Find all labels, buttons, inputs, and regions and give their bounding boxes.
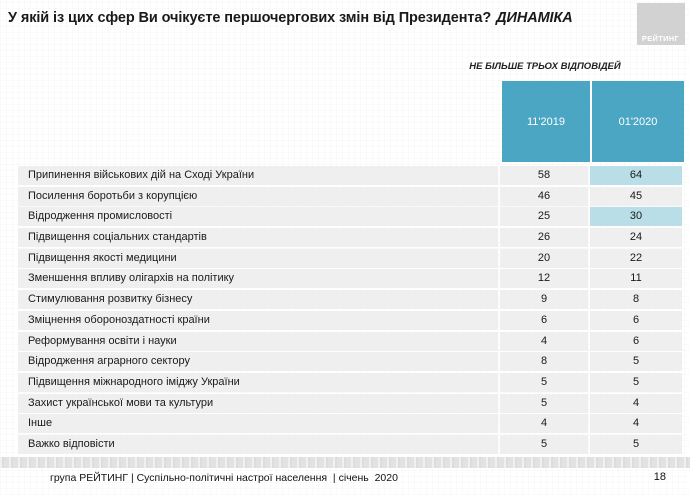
value-cell: 64 <box>590 166 682 185</box>
row-label: Реформування освіти і науки <box>18 332 498 351</box>
table-row <box>18 414 684 433</box>
value-cell: 46 <box>500 187 588 206</box>
value-cell: 8 <box>500 352 588 371</box>
logo-label: РЕЙТИНГ <box>641 34 680 43</box>
row-label: Інше <box>18 414 498 433</box>
row-label: Зменшення впливу олігархів на політику <box>18 269 498 288</box>
note-max-answers: НЕ БІЛЬШЕ ТРЬОХ ВІДПОВІДЕЙ <box>469 61 621 72</box>
table-rows <box>18 166 684 454</box>
value-cell: 11 <box>590 269 682 288</box>
value-cell: 58 <box>500 166 588 185</box>
value-cell: 4 <box>590 414 682 433</box>
row-label: Підвищення соціальних стандартів <box>18 228 498 247</box>
value-cell: 12 <box>500 269 588 288</box>
value-cell: 5 <box>590 352 682 371</box>
table-row <box>18 166 684 185</box>
value-cell: 24 <box>590 228 682 247</box>
table-row <box>18 228 684 247</box>
value-cell: 6 <box>590 311 682 330</box>
value-cell: 5 <box>590 373 682 392</box>
value-cell: 9 <box>500 290 588 309</box>
value-cell: 25 <box>500 207 588 226</box>
table-row <box>18 394 684 413</box>
footer-caption: група РЕЙТИНГ | Суспільно-політичні настрої населення | січень 2020 <box>50 472 398 484</box>
row-label: Відродження промисловості <box>18 207 498 226</box>
table-row <box>18 373 684 392</box>
value-cell: 4 <box>590 394 682 413</box>
decorative-strip <box>0 457 690 468</box>
table-row <box>18 352 684 371</box>
table-row <box>18 249 684 268</box>
rating-group-logo <box>637 3 685 45</box>
table-headers <box>502 81 684 162</box>
value-cell: 20 <box>500 249 588 268</box>
page-number: 18 <box>653 471 666 483</box>
row-label: Підвищення якості медицини <box>18 249 498 268</box>
row-label: Стимулювання розвитку бізнесу <box>18 290 498 309</box>
table-row <box>18 187 684 206</box>
page-title <box>8 10 628 26</box>
value-cell: 45 <box>590 187 682 206</box>
table-row <box>18 290 684 309</box>
table-row <box>18 332 684 351</box>
value-cell: 5 <box>590 435 682 454</box>
row-label: Підвищення міжнародного іміджу України <box>18 373 498 392</box>
row-label: Важко відповісти <box>18 435 498 454</box>
value-cell: 4 <box>500 414 588 433</box>
page-title-text: У якій із цих сфер Ви очікуєте першочергових змін від Президента? <box>8 10 492 26</box>
row-label: Відродження аграрного сектору <box>18 352 498 371</box>
value-cell: 22 <box>590 249 682 268</box>
value-cell: 8 <box>590 290 682 309</box>
column-header: 01'2020 <box>592 81 684 162</box>
value-cell: 5 <box>500 394 588 413</box>
value-cell: 5 <box>500 435 588 454</box>
column-header: 11'2019 <box>502 81 590 162</box>
table-row <box>18 207 684 226</box>
value-cell: 6 <box>500 311 588 330</box>
row-label: Посилення боротьби з корупцією <box>18 187 498 206</box>
value-cell: 5 <box>500 373 588 392</box>
row-label: Зміцнення обороноздатності країни <box>18 311 498 330</box>
table-row <box>18 269 684 288</box>
page-title-emphasis: ДИНАМІКА <box>496 10 573 26</box>
table-row <box>18 311 684 330</box>
row-label: Захист української мови та культури <box>18 394 498 413</box>
value-cell: 30 <box>590 207 682 226</box>
row-label: Припинення військових дій на Сході України <box>18 166 498 185</box>
table-row <box>18 435 684 454</box>
value-cell: 4 <box>500 332 588 351</box>
value-cell: 26 <box>500 228 588 247</box>
value-cell: 6 <box>590 332 682 351</box>
